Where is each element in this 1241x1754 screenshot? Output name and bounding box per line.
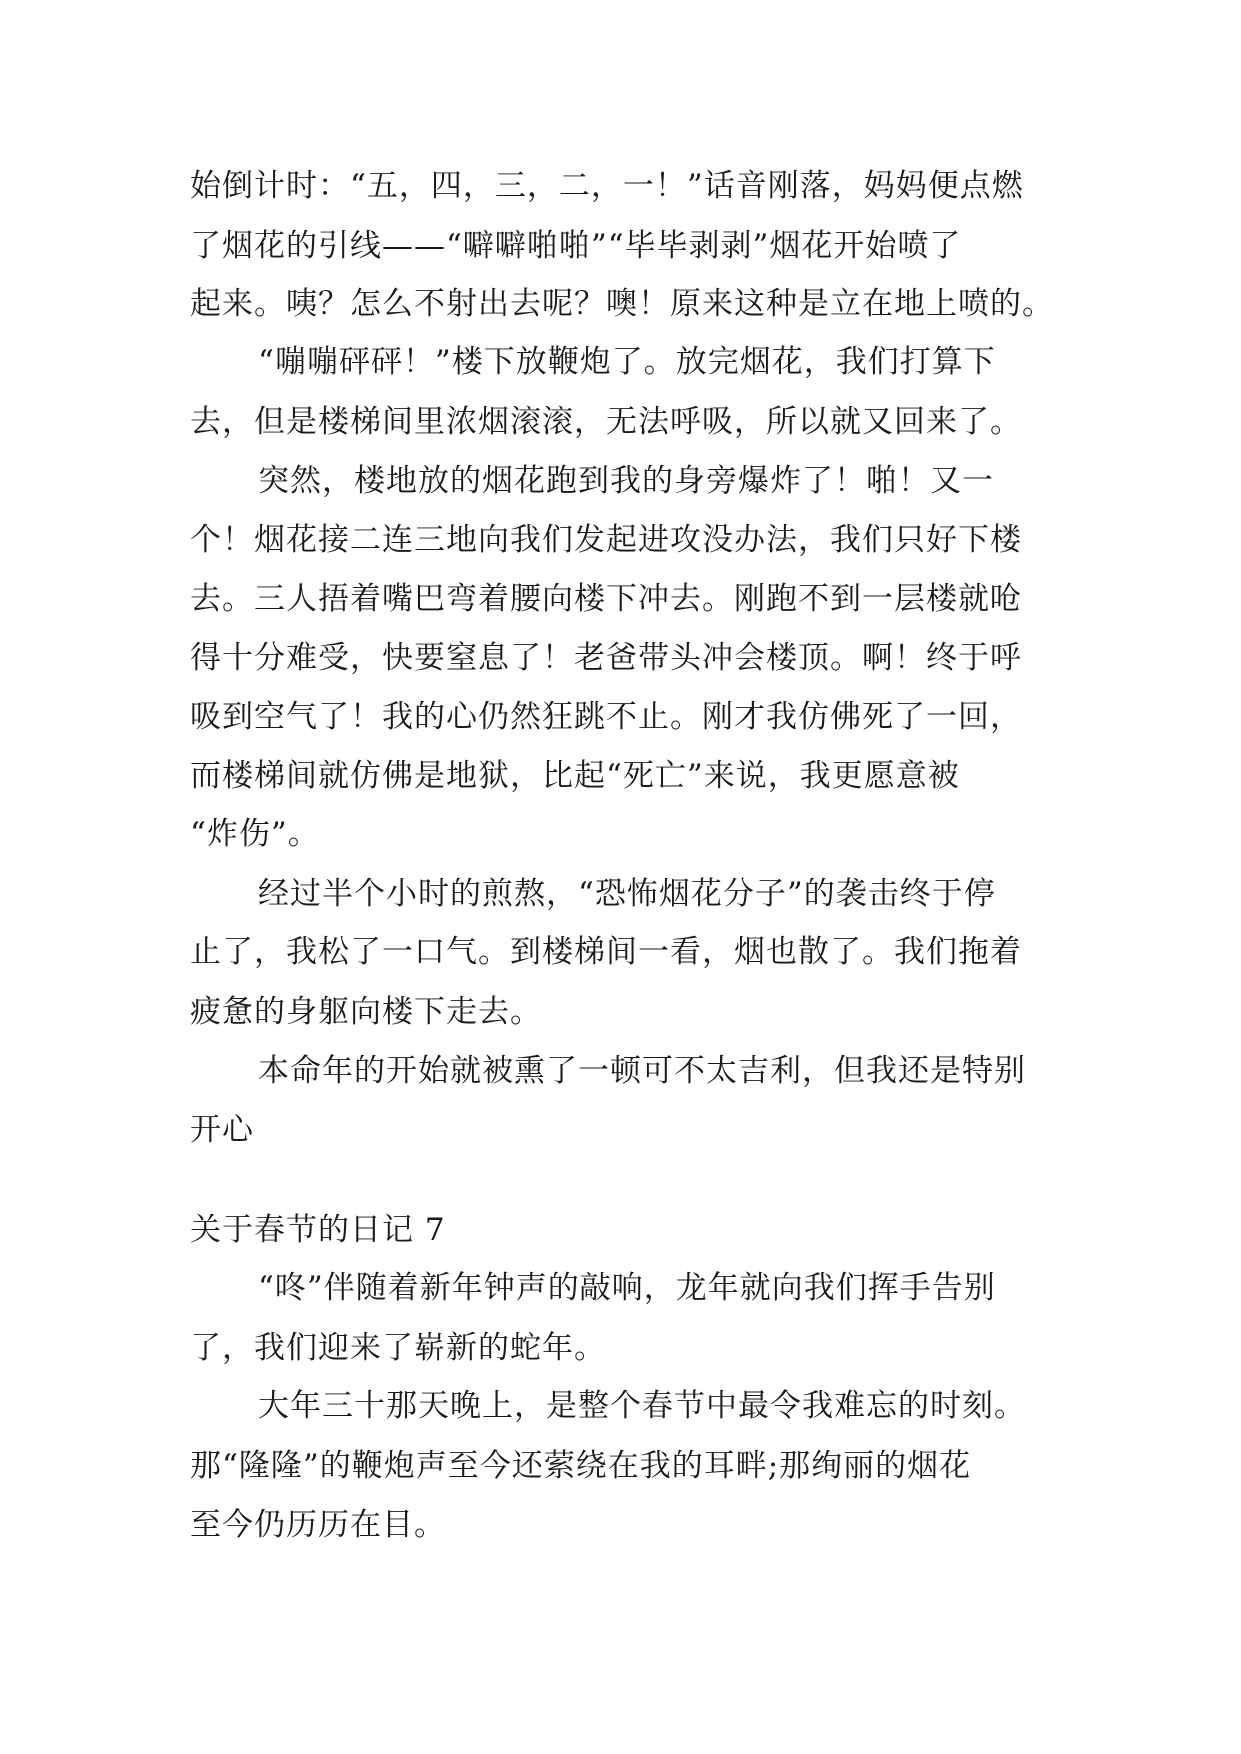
text-line: 本命年的开始就被熏了一顿可不太吉利，但我还是特别	[258, 1053, 1026, 1089]
text-line: 去。三人捂着嘴巴弯着腰向楼下冲去。刚跑不到一层楼就呛	[190, 581, 1022, 617]
text-line: 那“隆隆”的鞭炮声至今还萦绕在我的耳畔;那绚丽的烟花	[190, 1448, 972, 1484]
text-line: 去，但是楼梯间里浓烟滚滚，无法呼吸，所以就又回来了。	[190, 404, 1022, 440]
text-line: 始倒计时：“五，四，三，二，一！”话音刚落，妈妈便点燃	[190, 168, 1024, 204]
text-line: 了，我们迎来了崭新的蛇年。	[190, 1330, 606, 1366]
text-line: 疲惫的身躯向楼下走去。	[190, 994, 542, 1030]
text-line: 大年三十那天晚上，是整个春节中最令我难忘的时刻。	[258, 1388, 1026, 1424]
text-line: 止了，我松了一口气。到楼梯间一看，烟也散了。我们拖着	[190, 934, 1022, 970]
text-line: “咚”伴随着新年钟声的敲响，龙年就向我们挥手告别	[258, 1270, 996, 1306]
text-line: 个！烟花接二连三地向我们发起进攻没办法，我们只好下楼	[190, 522, 1022, 558]
text-line: “嘣嘣砰砰！”楼下放鞭炮了。放完烟花，我们打算下	[258, 344, 996, 380]
text-line: 至今仍历历在目。	[190, 1507, 446, 1543]
text-line: 吸到空气了！我的心仍然狂跳不止。刚才我仿佛死了一回，	[190, 699, 1022, 735]
text-line: 而楼梯间就仿佛是地狱，比起“死亡”来说，我更愿意被	[190, 758, 960, 794]
text-line: 了烟花的引线——“噼噼啪啪”“毕毕剥剥”烟花开始喷了	[190, 228, 962, 264]
section-heading: 关于春节的日记 7	[190, 1212, 446, 1248]
text-line: “炸伤”。	[190, 816, 320, 852]
text-line: 得十分难受，快要窒息了！老爸带头冲会楼顶。啊！终于呼	[190, 640, 1022, 676]
text-line: 开心	[190, 1112, 254, 1148]
text-line: 起来。咦？怎么不射出去呢？噢！原来这种是立在地上喷的。	[190, 286, 1054, 322]
text-line: 突然，楼地放的烟花跑到我的身旁爆炸了！啪！又一	[258, 463, 994, 499]
text-line: 经过半个小时的煎熬，“恐怖烟花分子”的袭击终于停	[258, 876, 996, 912]
